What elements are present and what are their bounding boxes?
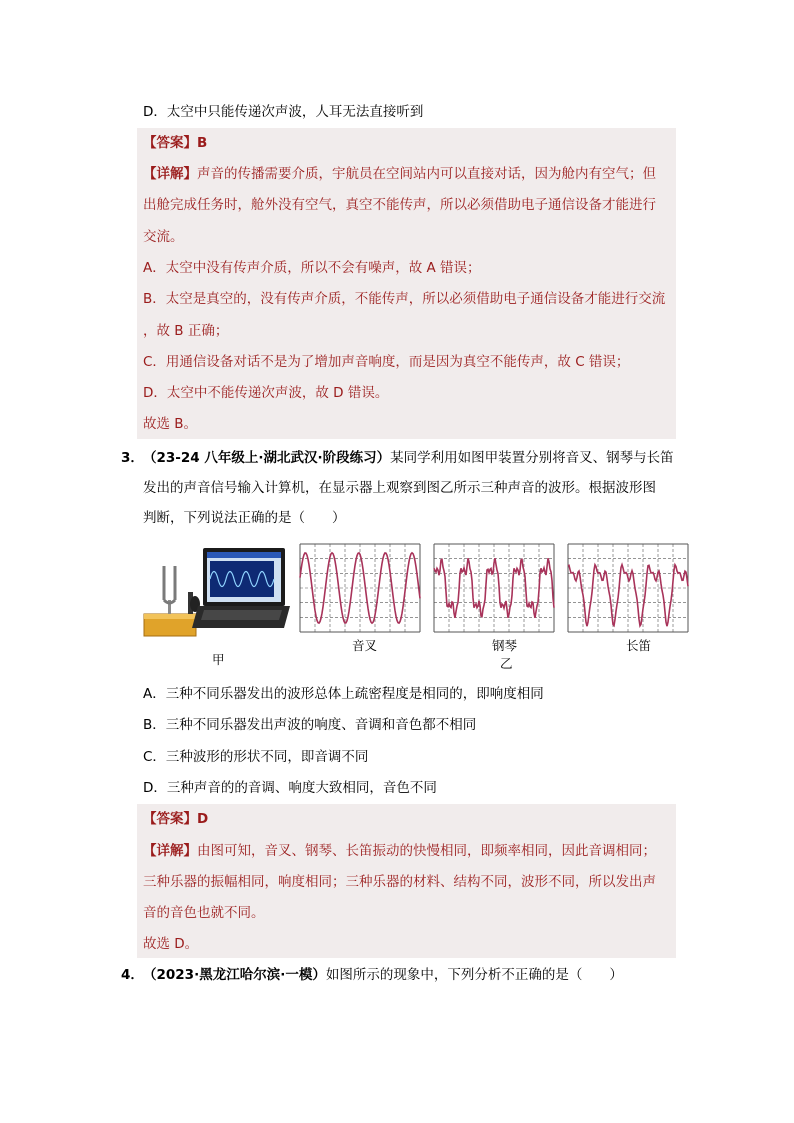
q3-option-a: A．三种不同乐器发出的波形总体上疏密程度是相同的，即响度相同 — [143, 686, 544, 702]
caption-yi: 乙 — [500, 656, 513, 671]
answer-value: B — [197, 135, 208, 151]
waveform-tuning-fork — [300, 544, 420, 632]
q2-analysis-c: C．用通信设备对话不是为了增加声音响度，而是因为真空不能传声，故 C 错误； — [143, 354, 630, 370]
detail-text: 声音的传播需要介质，宇航员在空间站内可以直接对话，因为舱内有空气；但 — [197, 166, 656, 182]
q3-stem-line: 判断，下列说法正确的是（ ） — [143, 510, 346, 526]
q2-conclusion: 故选 B。 — [143, 416, 198, 432]
q2-option-d: D．太空中只能传递次声波，人耳无法直接听到 — [143, 104, 424, 120]
caption-jia: 甲 — [212, 652, 225, 667]
answer-value: D — [197, 811, 209, 827]
waveform-piano — [434, 544, 554, 632]
q2-detail-line: 出舱完成任务时，舱外没有空气，真空不能传声，所以必须借助电子通信设备才能进行 — [143, 197, 656, 213]
q3-detail-line: 三种乐器的振幅相同，响度相同；三种乐器的材料、结构不同，波形不同，所以发出声 — [143, 874, 656, 890]
detail-label: 【详解】 — [143, 166, 197, 182]
detail-label: 【详解】 — [143, 843, 197, 859]
answer-label: 【答案】 — [143, 811, 197, 827]
q2-analysis-a: A．太空中没有传声介质，所以不会有噪声，故 A 错误； — [143, 260, 481, 276]
window-titlebar — [207, 552, 281, 558]
wave-label-tuning-fork: 音叉 — [352, 638, 378, 653]
wave-label-piano: 钢琴 — [492, 638, 518, 653]
q2-detail-line: 交流。 — [143, 229, 184, 245]
q3-option-d: D．三种声音的的音调、响度大致相同，音色不同 — [143, 780, 437, 796]
q4-number: 4． — [121, 967, 144, 983]
q2-analysis-b: B．太空是真空的，没有传声介质，不能传声，所以必须借助电子通信设备才能进行交流 — [143, 291, 666, 307]
apparatus-figure — [140, 544, 292, 640]
wave-grid — [300, 544, 420, 632]
q3-number: 3． — [121, 450, 144, 466]
laptop-keyboard — [201, 610, 282, 620]
resonance-box-top — [144, 614, 196, 619]
q2-detail-line — [143, 165, 656, 183]
q3-conclusion: 故选 D。 — [143, 936, 199, 952]
q3-stem-line: 发出的声音信号输入计算机，在显示器上观察到图乙所示三种声音的波形。根据波形图 — [143, 480, 656, 496]
q4-stem-line — [143, 966, 623, 984]
q4-source: （2023·黑龙江哈尔滨·一模） — [143, 967, 326, 983]
tuning-fork-icon — [164, 566, 175, 603]
q2-answer — [143, 134, 207, 152]
q2-analysis-d: D．太空中不能传递次声波，故 D 错误。 — [143, 385, 389, 401]
wave-label-flute: 长笛 — [626, 638, 652, 653]
q3-answer — [143, 810, 208, 828]
q3-option-c: C．三种波形的形状不同，即音调不同 — [143, 749, 369, 765]
q4-stem: 如图所示的现象中，下列分析不正确的是（ ） — [325, 967, 623, 983]
q3-detail-line — [143, 842, 656, 860]
q3-stem: 某同学利用如图甲装置分别将音叉、钢琴与长笛 — [390, 450, 674, 466]
detail-text: 由图可知，音叉、钢琴、长笛振动的快慢相同，即频率相同，因此音调相同； — [197, 843, 656, 859]
q2-analysis-b: ，故 B 正确； — [143, 323, 229, 339]
q3-detail-line: 音的音色也就不同。 — [143, 905, 265, 921]
q3-option-b: B．三种不同乐器发出声波的响度、音调和音色都不相同 — [143, 717, 477, 733]
wave-grid — [434, 544, 554, 632]
answer-label: 【答案】 — [143, 135, 197, 151]
q3-source: （23-24 八年级上·湖北武汉·阶段练习） — [143, 450, 391, 466]
waveform-flute — [568, 544, 688, 632]
q3-stem-line — [143, 449, 674, 467]
